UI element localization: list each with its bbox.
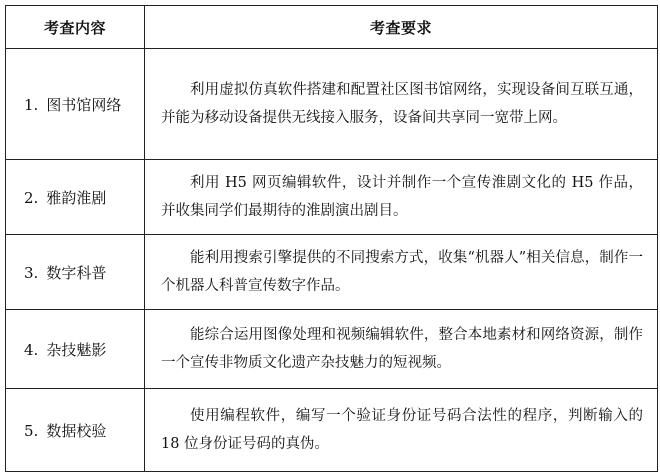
header-row — [6, 6, 658, 49]
item-number: 4. — [24, 340, 39, 359]
table-row — [6, 389, 658, 472]
item-number: 2. — [24, 188, 39, 207]
item-cell — [6, 160, 145, 235]
item-title: 杂技魅影 — [46, 340, 107, 359]
item-cell — [6, 310, 145, 389]
item-number: 5. — [24, 421, 39, 440]
item-number: 1. — [24, 95, 39, 114]
requirement-cell: 利用虚拟仿真软件搭建和配置社区图书馆网络，实现设备间互联互通，并能为移动设备提供无线接入服务，设备间共享同一宽带上网。 — [145, 49, 658, 160]
header-requirement: 考查要求 — [145, 6, 658, 49]
table-row — [6, 235, 658, 310]
item-title: 图书馆网络 — [46, 95, 122, 114]
requirement-cell: 能利用搜索引擎提供的不同搜索方式，收集“机器人”相关信息，制作一个机器人科普宣传数字作品。 — [145, 235, 658, 310]
item-title: 数据校验 — [46, 421, 107, 440]
item-cell — [6, 389, 145, 472]
exam-requirements-table — [5, 5, 658, 472]
header-content: 考查内容 — [6, 6, 145, 49]
table-row — [6, 49, 658, 160]
table-row — [6, 160, 658, 235]
requirement-cell: 使用编程软件，编写一个验证身份证号码合法性的程序，判断输入的 18 位身份证号码的真伪。 — [145, 389, 658, 472]
item-cell — [6, 49, 145, 160]
requirement-cell: 能综合运用图像处理和视频编辑软件，整合本地素材和网络资源，制作一个宣传非物质文化遗产杂技魅力的短视频。 — [145, 310, 658, 389]
item-number: 3. — [24, 263, 39, 282]
table-row — [6, 310, 658, 389]
item-title: 雅韵淮剧 — [46, 188, 107, 207]
item-title: 数字科普 — [46, 263, 107, 282]
requirement-cell: 利用 H5 网页编辑软件，设计并制作一个宣传淮剧文化的 H5 作品，并收集同学们最期待的淮剧演出剧目。 — [145, 160, 658, 235]
item-cell — [6, 235, 145, 310]
